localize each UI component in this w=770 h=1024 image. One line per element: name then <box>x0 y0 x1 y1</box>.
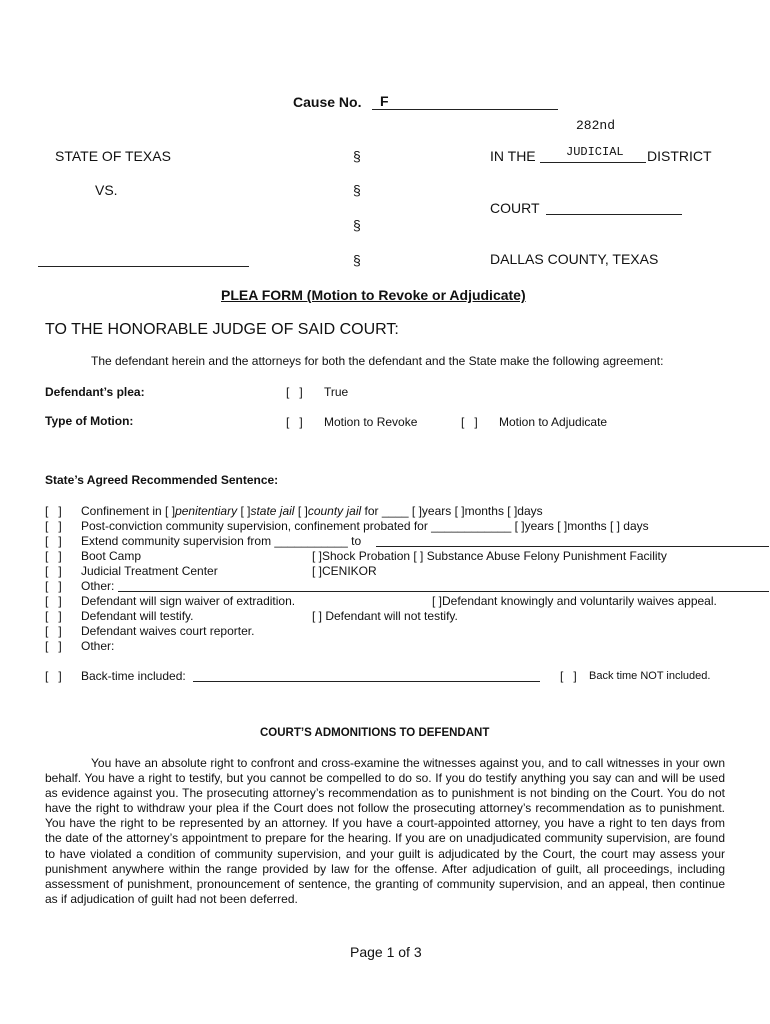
plea-option-true: True <box>324 385 349 399</box>
district-type[interactable]: JUDICIAL <box>566 145 624 159</box>
backtime-included-label: Back-time included: <box>81 669 186 683</box>
page-number: Page 1 of 3 <box>350 944 422 960</box>
extradition-label: Defendant will sign waiver of extradition. <box>81 594 296 608</box>
intro-text: The defendant herein and the attorneys for both the defendant and the State make the following agreement: <box>91 354 664 368</box>
court-label: COURT <box>490 200 540 216</box>
motion-revoke-checkbox[interactable]: [ ] <box>286 415 303 429</box>
admonitions-paragraph: You have an absolute right to confront and cross-examine the witnesses against you, and to call witnesses in your own behalf. You have a right to testify, but you cannot be compelled to do so. If you do testify anything you say can and will be used as evidence against you. The prosecuting attorney’s recommendation as to punishment is not binding on the Court. You do not have the right to withdraw your plea if the Court does not follow the prosecuting attorney’s recommendation as to punishment. You have the right to be represented by an attorney. If you have a court-appointed attorney, you have a right to ten days from the date of the attorney’s appointment to prepare for the hearing. If you are on unadjudicated community supervision, are found to have violated a condition of community supervision, and your guilt is adjudicated by the Court, the court may assess your punishment anywhere within the range provided by law for the offense. After adjudication of guilt, all proceedings, including assessment of punishment, pronouncement of sentence, the granting of community supervision, and an appeal, then continue as if adjudication of guilt had not been deferred. <box>45 756 725 906</box>
cause-number-value[interactable]: F <box>380 93 389 109</box>
versus: VS. <box>95 182 118 198</box>
court-line[interactable] <box>546 214 682 215</box>
motion-label: Type of Motion: <box>45 414 134 428</box>
extend-line[interactable] <box>376 546 769 547</box>
salutation: TO THE HONORABLE JUDGE OF SAID COURT: <box>45 321 399 338</box>
judicial-treatment-label: Judicial Treatment Center <box>81 564 218 578</box>
motion-revoke-label: Motion to Revoke <box>324 415 418 429</box>
shock-probation-option[interactable]: [ ]Shock Probation [ ] Substance Abuse Felony Punishment Facility <box>312 549 667 563</box>
section-sign-2: § <box>353 182 361 198</box>
confinement-text: Confinement in [ ]penitentiary [ ]state jail [ ]county jail for ____ [ ]years [ ]months [ ]days <box>81 504 543 518</box>
backtime-included-checkbox[interactable]: [ ] <box>45 669 62 683</box>
state-of-texas: STATE OF TEXAS <box>55 148 171 164</box>
section-sign-1: § <box>353 148 361 164</box>
district-number[interactable]: 282nd <box>576 118 616 133</box>
boot-camp-checkbox[interactable]: [ ] <box>45 549 62 563</box>
extend-text: Extend community supervision from ___________ to <box>81 534 362 548</box>
will-testify-label: Defendant will testify. <box>81 609 194 623</box>
post-conviction-checkbox[interactable]: [ ] <box>45 519 62 533</box>
will-testify-checkbox[interactable]: [ ] <box>45 609 62 623</box>
motion-adjudicate-label: Motion to Adjudicate <box>499 415 608 429</box>
plea-checkbox[interactable]: [ ] <box>286 385 303 399</box>
county-label: DALLAS COUNTY, TEXAS <box>490 251 659 267</box>
motion-adjudicate-checkbox[interactable]: [ ] <box>461 415 478 429</box>
other-checkbox[interactable]: [ ] <box>45 579 62 593</box>
will-not-testify-option[interactable]: [ ] Defendant will not testify. <box>312 609 458 623</box>
district-type-line <box>540 162 646 163</box>
waives-reporter-checkbox[interactable]: [ ] <box>45 624 62 638</box>
judicial-treatment-checkbox[interactable]: [ ] <box>45 564 62 578</box>
confinement-checkbox[interactable]: [ ] <box>45 504 62 518</box>
waives-reporter-label: Defendant waives court reporter. <box>81 624 255 638</box>
other-line[interactable] <box>118 591 769 592</box>
backtime-not-included-label: Back time NOT included. <box>589 670 711 682</box>
sentence-heading: State’s Agreed Recommended Sentence: <box>45 473 279 487</box>
cenikor-option[interactable]: [ ]CENIKOR <box>312 564 377 578</box>
other2-label: Other: <box>81 639 115 653</box>
extend-checkbox[interactable]: [ ] <box>45 534 62 548</box>
backtime-line[interactable] <box>193 681 540 682</box>
admonitions-heading: COURT’S ADMONITIONS TO DEFENDANT <box>260 727 490 739</box>
cause-number-line <box>372 109 558 110</box>
extradition-checkbox[interactable]: [ ] <box>45 594 62 608</box>
in-the-label: IN THE <box>490 148 536 164</box>
district-label: DISTRICT <box>647 148 712 164</box>
section-sign-4: § <box>353 252 361 268</box>
plea-label: Defendant’s plea: <box>45 385 145 399</box>
waives-appeal-option[interactable]: [ ]Defendant knowingly and voluntarily waives appeal. <box>432 594 717 608</box>
boot-camp-label: Boot Camp <box>81 549 142 563</box>
post-conviction-text: Post-conviction community supervision, confinement probated for ____________ [ ]years [ ]months [ ] days <box>81 519 649 533</box>
form-title: PLEA FORM (Motion to Revoke or Adjudicate) <box>221 287 526 303</box>
defendant-name-line[interactable] <box>38 266 249 267</box>
cause-number-label: Cause No. <box>293 94 362 110</box>
other2-checkbox[interactable]: [ ] <box>45 639 62 653</box>
other-label: Other: <box>81 579 115 593</box>
section-sign-3: § <box>353 217 361 233</box>
backtime-not-included-checkbox[interactable]: [ ] <box>560 669 577 683</box>
